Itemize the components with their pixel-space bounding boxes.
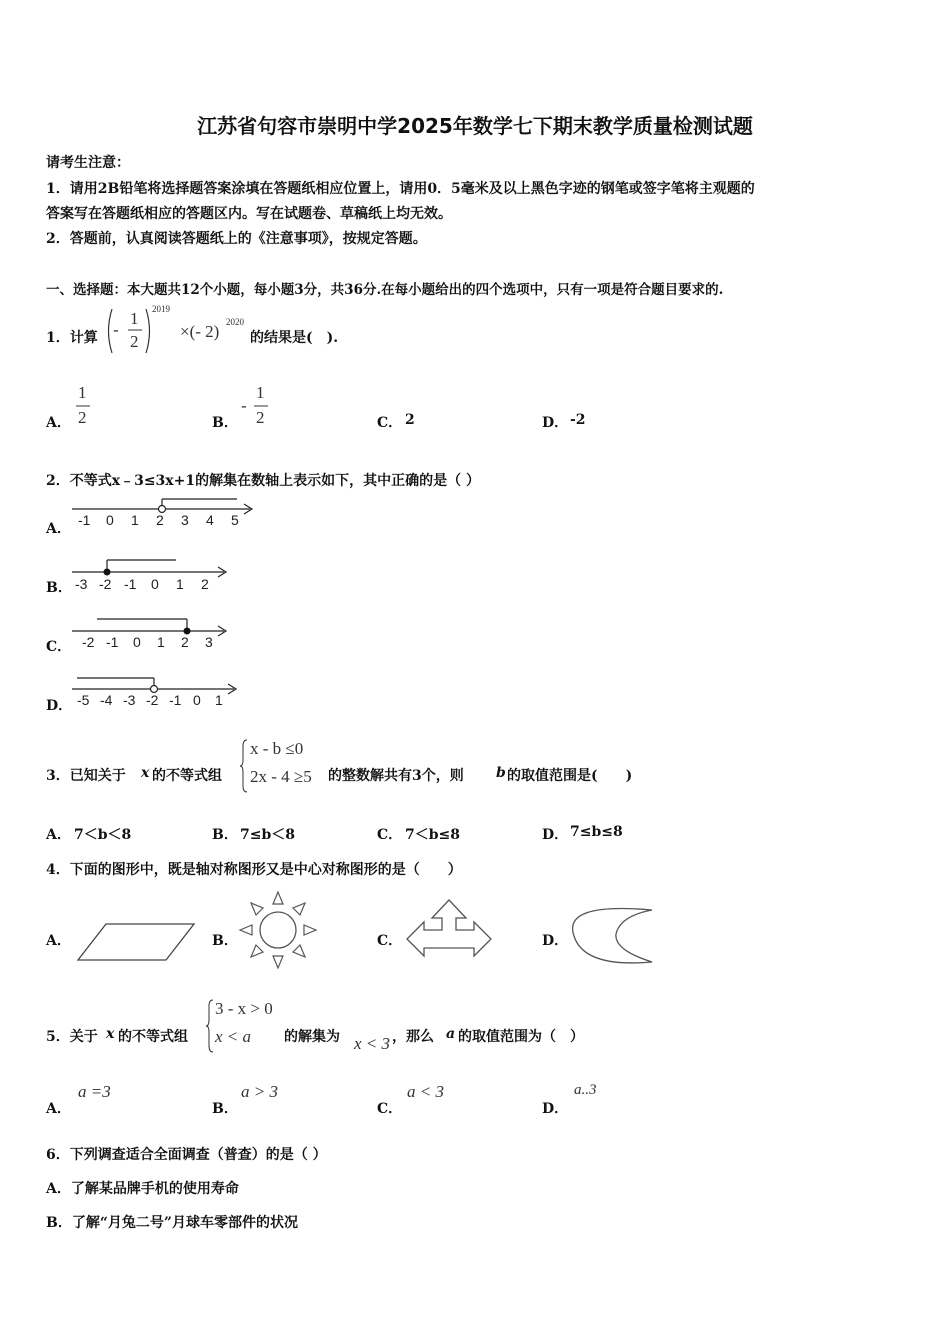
q2-option-b-numberline (72, 558, 232, 578)
q6-option-a: A．了解某品牌手机的使用寿命 (46, 1181, 239, 1197)
q5-suffix1: ，那么 (392, 1029, 434, 1045)
q2-option-d-label: D． (46, 698, 73, 714)
q2-b-tick-5: 2 (201, 576, 209, 592)
q2-b-tick-4: 1 (176, 576, 184, 592)
q5-option-c-value: a < 3 (407, 1082, 444, 1101)
q3-option-a-value: 7＜b＜8 (74, 827, 132, 843)
q5-option-a-label: A． (46, 1101, 71, 1117)
q2-option-a-label: A． (46, 521, 71, 537)
q2-a-tick-1: 0 (106, 512, 114, 528)
q3-option-b-value: 7≤b＜8 (240, 827, 296, 843)
q3-prefix: 3．已知关于 (46, 768, 126, 784)
q3-suffix1: 的整数解共有3个，则 (328, 768, 464, 784)
q4-option-b-label: B． (212, 933, 238, 949)
q1-option-a-label: A． (46, 415, 71, 431)
q2-d-tick-5: 0 (193, 692, 201, 708)
q1-option-a-den: 2 (78, 408, 87, 427)
q3-option-d-label: D． (542, 827, 569, 843)
q2-d-tick-4: -1 (169, 692, 182, 708)
q2-b-tick-2: -1 (124, 576, 137, 592)
q1-option-b-num: 1 (256, 383, 265, 402)
q3-option-c-label: C． (377, 827, 403, 843)
q5-option-a-value: a =3 (78, 1082, 111, 1101)
q2-a-tick-5: 4 (206, 512, 214, 528)
q3-mid: 的不等式组 (152, 768, 222, 784)
q2-a-tick-6: 5 (231, 512, 239, 528)
sun-shape (238, 890, 320, 972)
q2-a-tick-0: -1 (78, 512, 91, 528)
q2-a-tick-2: 1 (131, 512, 139, 528)
q2-c-tick-4: 2 (181, 634, 189, 650)
q3-suffix2: 的取值范围是( ) (507, 768, 633, 784)
q1-den: 2 (130, 332, 139, 351)
q5-option-d-label: D． (542, 1101, 569, 1117)
q2-option-b-label: B． (46, 580, 72, 596)
q2-d-tick-3: -2 (146, 692, 159, 708)
q2-d-tick-6: 1 (215, 692, 223, 708)
q1-prefix: 1．计算 (46, 330, 98, 346)
q3-option-b-label: B． (212, 827, 238, 843)
q1-option-d-value: -2 (570, 412, 586, 428)
q5-mid: 的不等式组 (118, 1029, 188, 1045)
q5-var-x: x (106, 1026, 115, 1042)
q1-exp1: 2019 (152, 304, 170, 314)
q5-option-d-value: a..3 (574, 1082, 597, 1098)
section-heading: 一、选择题：本大题共12个小题，每小题3分，共36分.在每小题给出的四个选项中，只有一项是符合题目要求的. (46, 282, 724, 298)
q3-sys1: x - b ≤0 (250, 739, 304, 758)
q6-stem: 6．下列调查适合全面调查（普查）的是（ ） (46, 1147, 327, 1163)
q1-exp2: 2020 (226, 317, 244, 327)
q3-option-d-value: 7≤b≤8 (570, 824, 623, 840)
q5-option-c-label: C． (377, 1101, 403, 1117)
q1-option-c-value: 2 (405, 412, 415, 428)
q1-option-a-num: 1 (78, 383, 87, 402)
q1-option-b-sign: - (241, 396, 247, 415)
q2-c-tick-2: 0 (133, 634, 141, 650)
q2-option-a-numberline (72, 498, 257, 510)
q1-option-b-label: B． (212, 415, 238, 431)
notice-line-2: 2．答题前，认真阅读答题纸上的《注意事项》，按规定答题。 (46, 231, 427, 247)
q2-option-c-label: C． (46, 639, 72, 655)
q5-sys1: 3 - x > 0 (215, 999, 273, 1018)
q1-base2: ×(- 2) (180, 322, 220, 341)
q2-a-tick-4: 3 (181, 512, 189, 528)
q2-c-tick-3: 1 (157, 634, 165, 650)
notice-line-1b: 答案写在答题纸相应的答题区内。写在试题卷、草稿纸上均无效。 (46, 206, 452, 222)
q1-option-c-label: C． (377, 415, 403, 431)
q1-expression (104, 306, 254, 356)
q1-num: 1 (130, 309, 139, 328)
q5-suffix2: 的取值范围为（ ） (458, 1029, 584, 1045)
q2-c-tick-5: 3 (205, 634, 213, 650)
q2-b-tick-3: 0 (151, 576, 159, 592)
q2-d-tick-2: -3 (123, 692, 136, 708)
q2-c-tick-0: -2 (82, 634, 95, 650)
q2-b-tick-0: -3 (75, 576, 88, 592)
crescent-shape (570, 906, 660, 966)
q4-option-a-label: A． (46, 933, 71, 949)
q2-d-tick-1: -4 (100, 692, 113, 708)
q2-a-tick-3: 2 (156, 512, 164, 528)
q3-option-a-label: A． (46, 827, 71, 843)
q1-suffix: 的结果是( ). (250, 330, 339, 346)
q6-option-b: B．了解“月兔二号”月球车零部件的状况 (46, 1215, 298, 1231)
notice-heading: 请考生注意： (46, 155, 130, 171)
notice-line-1a: 1．请用2B铅笔将选择题答案涂填在答题纸相应位置上，请用0．5毫米及以上黑色字迹的钢笔或签字笔将主观题的 (46, 181, 755, 197)
q4-option-d-label: D． (542, 933, 569, 949)
parallelogram-shape (76, 920, 201, 965)
q5-solution: x < 3 (354, 1034, 391, 1053)
q1-neg: - (113, 320, 119, 339)
q2-stem: 2．不等式x﹣3≤3x+1的解集在数轴上表示如下，其中正确的是（ ） (46, 473, 480, 489)
q5-mid2: 的解集为 (284, 1029, 340, 1045)
q2-b-tick-1: -2 (99, 576, 112, 592)
q2-c-tick-1: -1 (106, 634, 119, 650)
q3-var-b: b (496, 765, 506, 781)
q5-sys2: x < a (215, 1027, 252, 1046)
q3-brace (240, 738, 250, 794)
q3-var-x: x (141, 765, 150, 781)
q4-option-c-label: C． (377, 933, 403, 949)
q1-option-d-label: D． (542, 415, 569, 431)
q5-var-a: a (446, 1026, 456, 1042)
q2-d-tick-0: -5 (77, 692, 90, 708)
q4-stem: 4．下面的图形中，既是轴对称图形又是中心对称图形的是（ ） (46, 862, 462, 878)
q3-option-c-value: 7＜b≤8 (405, 827, 461, 843)
q1-option-b-den: 2 (256, 408, 265, 427)
q3-sys2: 2x - 4 ≥5 (250, 767, 312, 786)
arrows-shape (404, 898, 494, 964)
q5-prefix: 5．关于 (46, 1029, 98, 1045)
page-title: 江苏省句容市崇明中学2025年数学七下期末教学质量检测试题 (197, 114, 753, 138)
q5-option-b-value: a > 3 (241, 1082, 278, 1101)
q5-option-b-label: B． (212, 1101, 238, 1117)
